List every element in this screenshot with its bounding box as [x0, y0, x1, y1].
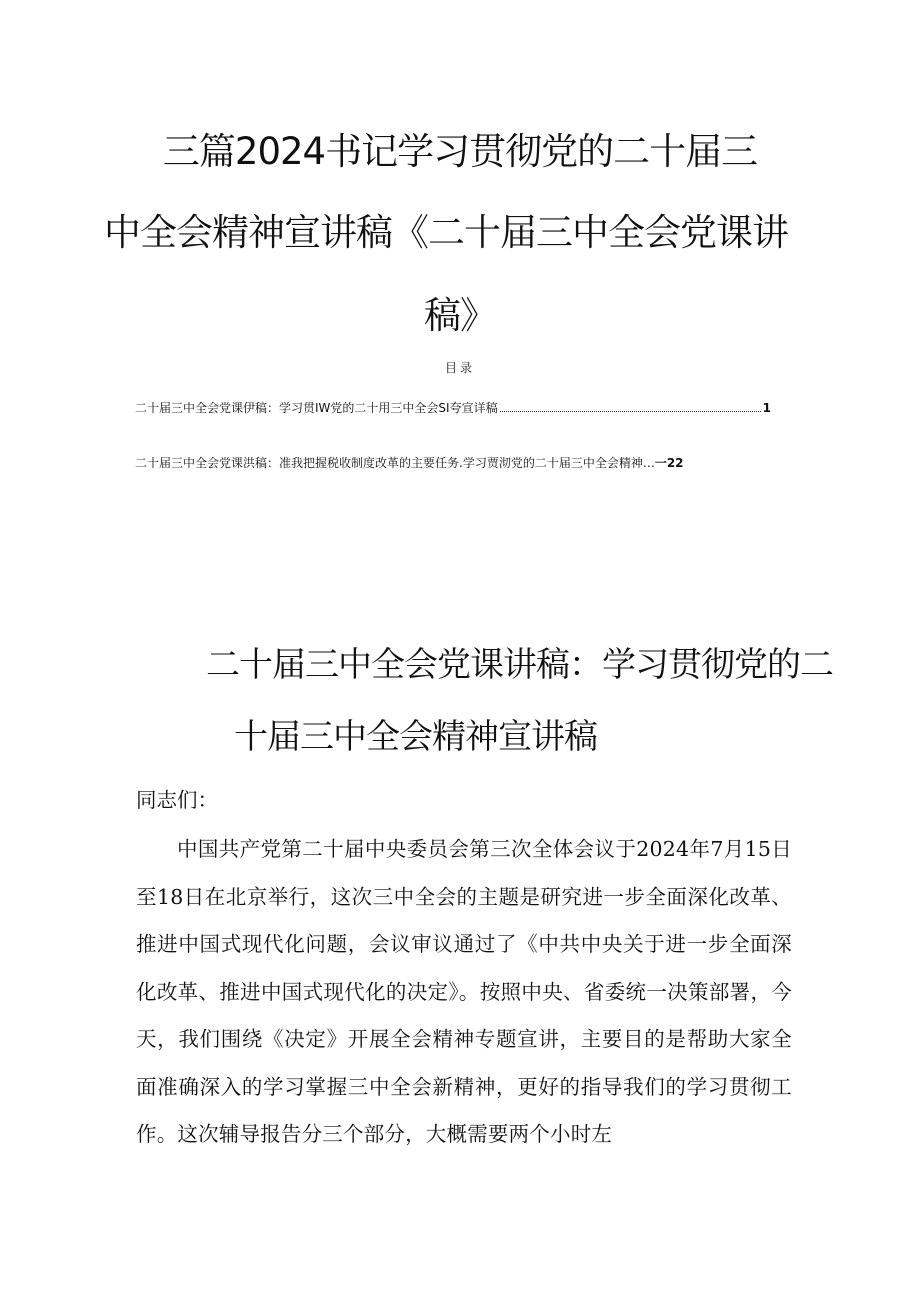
toc-heading: 目录: [444, 361, 475, 375]
document-title-line-3: 稿》: [424, 294, 496, 337]
salutation: 同志们：: [136, 788, 218, 812]
toc-entry-1-page: 1: [762, 401, 771, 415]
toc-entry-2-page: 一22: [654, 456, 684, 470]
section-title-line-1: 二十届三中全会党课讲稿：学习贯彻党的二: [206, 645, 833, 685]
toc-entry-2-text: 二十届三中全会党课洪稿：准我把握税收制度改革的主要任务.学习贾沏党的二十届三中全会精神…: [135, 456, 655, 470]
toc-entry-1[interactable]: [135, 399, 771, 416]
toc-entry-1-leader: [500, 411, 761, 412]
document-title-line-2: 中全会精神宣讲稿《二十届三中全会党课讲: [104, 211, 788, 254]
document-title-line-1: 三篇2024书记学习贯彻党的二十届三: [162, 130, 758, 173]
section-title-line-2: 十届三中全会精神宣讲稿: [234, 717, 597, 757]
toc-entry-1-text: 二十届三中全会党课伊稿：学习贯IW党的二十用三中全会SI夸宣详稿: [135, 401, 498, 415]
body-paragraph: 中国共产党第二十届中央委员会第三次全体会议于2024年7月15日至18日在北京举行，这次三中全会的主题是研究进一步全面深化改革、推进中国式现代化问题，会议审议通过了《中共中央关于进一步全面深化改革、推进中国式现代化的决定》。按照中央、省委统一决策部署，今天，我们围绕《决定》开展全会精神专题宣讲，主要目的是帮助大家全面准确深入的学习掌握三中全会新精神，更好的指导我们的学习贯彻工作。这次辅导报告分三个部分，大概需要两个小时左: [136, 837, 792, 1146]
toc-entry-2[interactable]: [135, 454, 725, 471]
